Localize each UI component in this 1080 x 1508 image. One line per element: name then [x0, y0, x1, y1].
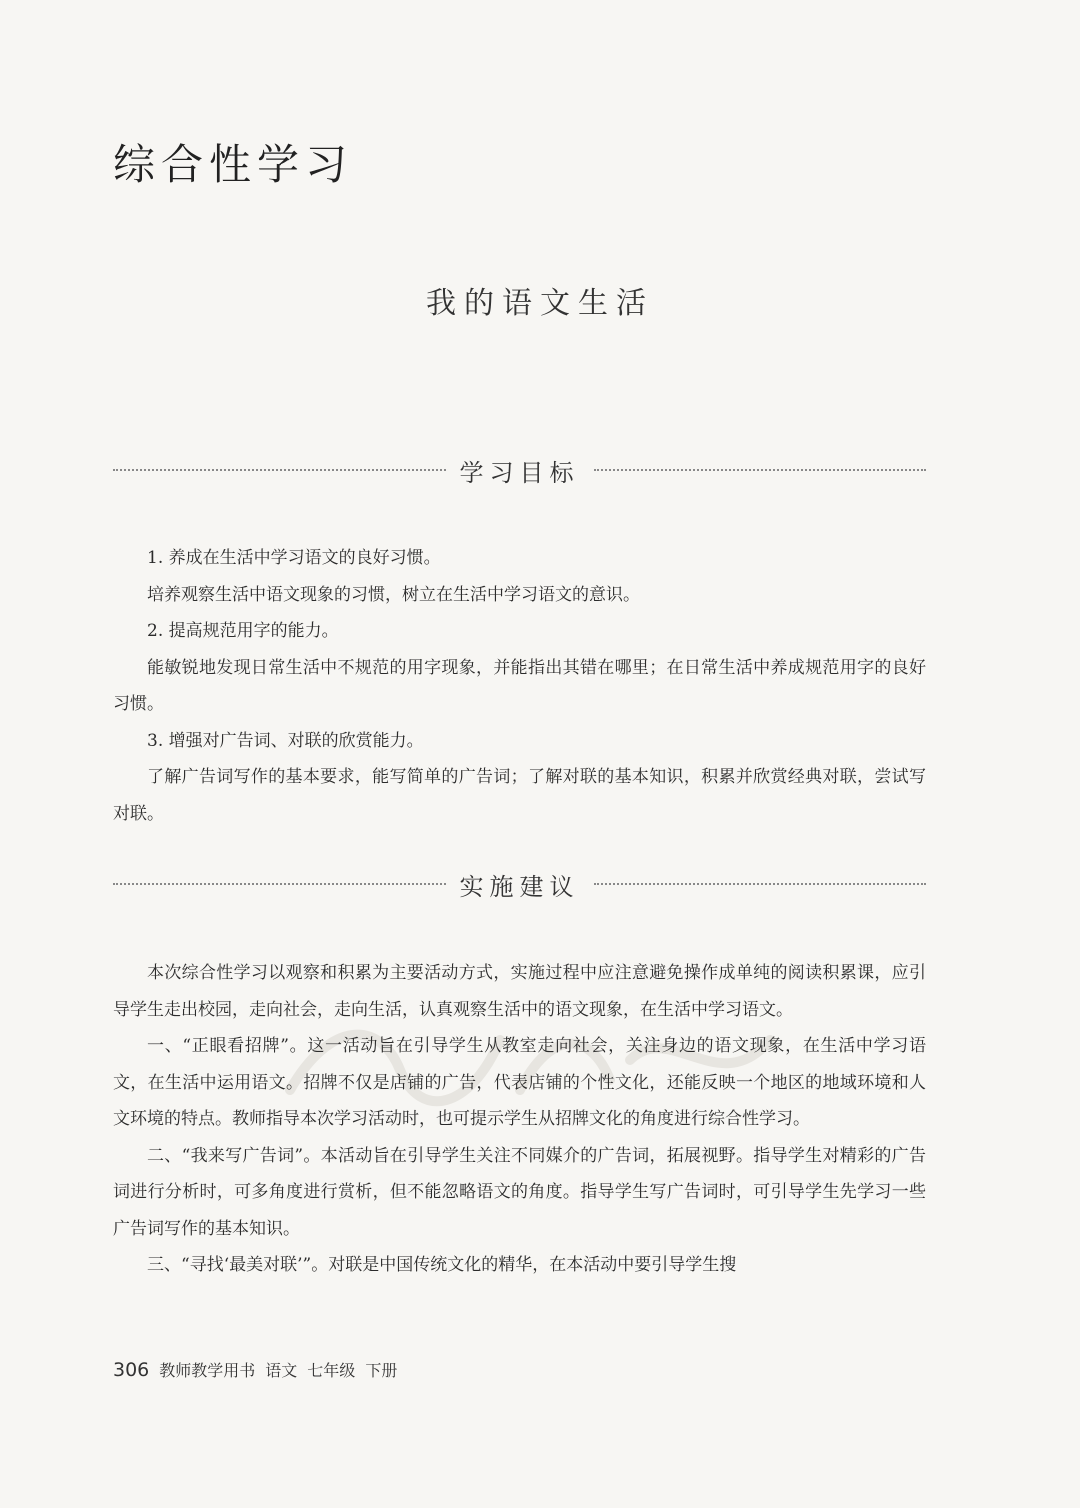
section-heading: 实施建议 — [459, 872, 580, 901]
section-header-suggestions — [113, 864, 926, 904]
suggestion-paragraph: 本次综合性学习以观察和积累为主要活动方式，实施过程中应注意避免操作成单纯的阅读积累课，应引导学生走出校园，走向社会，走向生活，认真观察生活中的语文现象，在生活中学习语文。 — [113, 963, 926, 1020]
section-header-goals — [113, 450, 926, 490]
section-heading: 学习目标 — [459, 458, 580, 487]
suggestions-body — [113, 955, 926, 1284]
dotted-rule-right — [594, 469, 927, 471]
goal-item-title: 3. 增强对广告词、对联的欣赏能力。 — [147, 730, 424, 751]
page-number: 306 — [113, 1359, 150, 1381]
goal-item-title: 1. 养成在生活中学习语文的良好习惯。 — [147, 548, 441, 568]
subject: 语文 — [265, 1361, 298, 1380]
book-title: 教师教学用书 — [159, 1361, 256, 1380]
dotted-rule-left — [113, 883, 446, 885]
suggestion-paragraph: 二、“我来写广告词”。本活动旨在引导学生关注不同媒介的广告词，拓展视野。指导学生对精彩的广告词进行分析时，可多角度进行赏析，但不能忽略语文的角度。指导学生写广告词时，可引导学生先学习一些广告词写作的基本知识。 — [113, 1145, 926, 1239]
grade: 七年级 — [307, 1361, 356, 1380]
lesson-title: 我的语文生活 — [426, 286, 654, 321]
volume: 下册 — [365, 1361, 398, 1380]
suggestion-paragraph: 一、“正眼看招牌”。这一活动旨在引导学生从教室走向社会，关注身边的语文现象，在生活中学习语文，在生活中运用语文。招牌不仅是店铺的广告，代表店铺的个性文化，还能反映一个地区的地域环境和人文环境的特点。教师指导本次学习活动时，也可提示学生从招牌文化的角度进行综合性学习。 — [113, 1036, 926, 1129]
goals-body — [113, 540, 926, 832]
dotted-rule-right — [594, 883, 927, 885]
page-footer — [113, 1358, 397, 1381]
goal-item-text: 了解广告词写作的基本要求，能写简单的广告词；了解对联的基本知识，积累并欣赏经典对联，尝试写对联。 — [113, 767, 926, 824]
chapter-title: 综合性学习 — [113, 140, 354, 189]
dotted-rule-left — [113, 469, 446, 471]
suggestion-paragraph: 三、“寻找‘最美对联’”。对联是中国传统文化的精华，在本活动中要引导学生搜 — [147, 1255, 737, 1275]
goal-item-title: 2. 提高规范用字的能力。 — [147, 621, 339, 641]
goal-item-text: 培养观察生活中语文现象的习惯，树立在生活中学习语文的意识。 — [147, 584, 640, 605]
goal-item-text: 能敏锐地发现日常生活中不规范的用字现象，并能指出其错在哪里；在日常生活中养成规范用字的良好习惯。 — [113, 657, 926, 714]
